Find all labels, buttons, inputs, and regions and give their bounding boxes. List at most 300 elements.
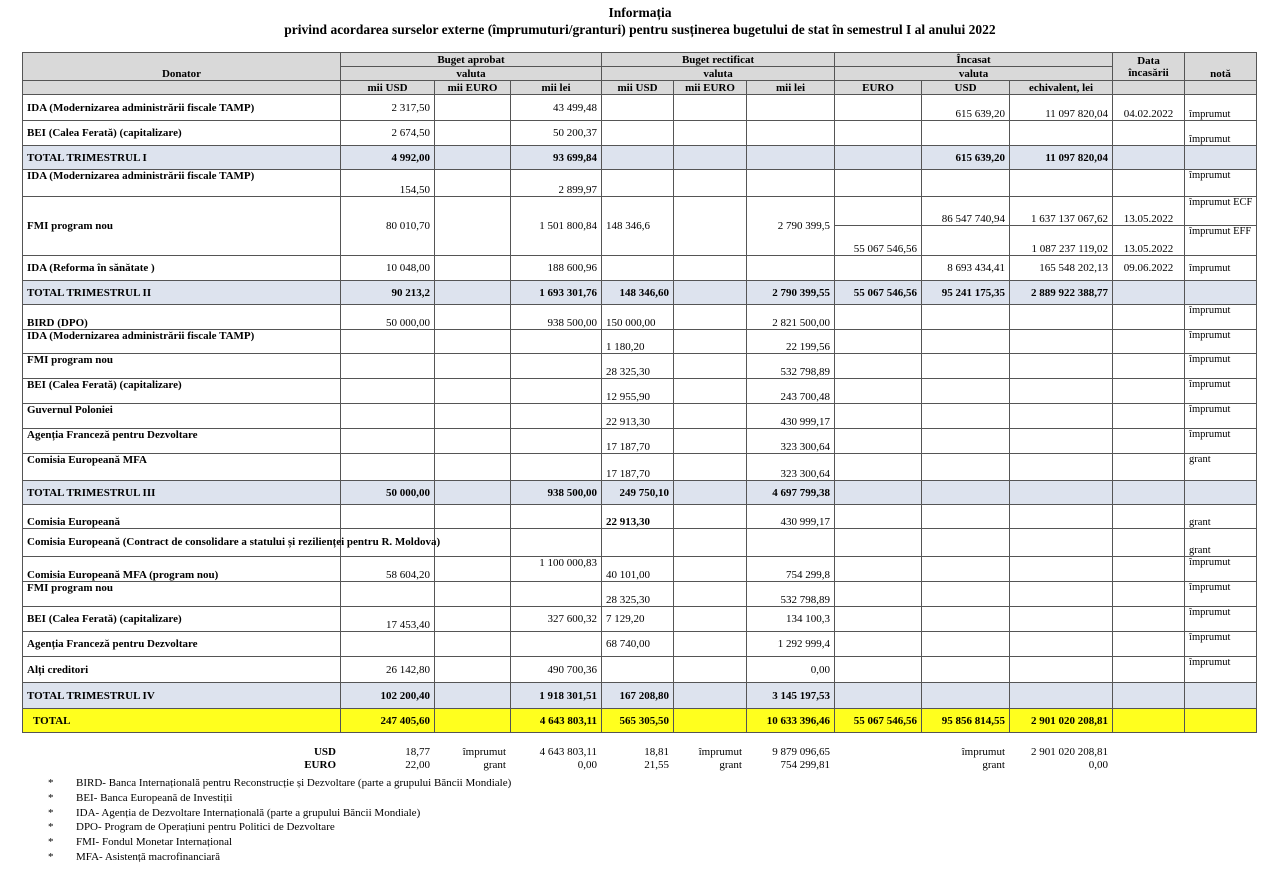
br-lei	[747, 95, 835, 121]
ba-usd: 50 000,00	[341, 481, 435, 505]
donor-name: FMI program nou	[23, 582, 341, 607]
summary-euro-val-inc: 0,00	[1088, 759, 1108, 771]
ba-lei: 50 200,37	[511, 121, 602, 146]
donor-name: TOTAL	[23, 709, 341, 733]
header-mii-lei: mii lei	[511, 81, 602, 95]
inc-lei	[1010, 305, 1113, 330]
ba-lei	[511, 582, 602, 607]
summary-usd-rate-ba: 18,77	[405, 746, 430, 758]
br-lei: 243 700,48	[747, 379, 835, 404]
ba-usd: 154,50	[341, 170, 435, 197]
ba-lei: 938 500,00	[511, 305, 602, 330]
grand-total-row	[23, 709, 1257, 733]
inc-euro: 55 067 546,56	[835, 226, 922, 256]
donor-name: BEI (Calea Ferată) (capitalizare)	[23, 121, 341, 146]
br-euro	[674, 256, 747, 281]
ba-lei	[511, 379, 602, 404]
footnote	[48, 820, 511, 835]
br-euro	[674, 95, 747, 121]
ba-lei: 1 918 301,51	[511, 683, 602, 709]
nota: împrumut	[1185, 404, 1257, 429]
inc-euro	[835, 404, 922, 429]
ba-euro	[435, 281, 511, 305]
ba-usd: 50 000,00	[341, 305, 435, 330]
summary-usd-val-ba: 4 643 803,11	[539, 746, 597, 758]
nota	[1185, 146, 1257, 170]
inc-usd	[922, 226, 1010, 256]
ba-lei	[511, 429, 602, 454]
br-usd: 28 325,30	[602, 582, 674, 607]
br-euro	[674, 529, 747, 557]
inc-usd	[922, 607, 1010, 632]
br-euro	[674, 146, 747, 170]
inc-lei	[1010, 170, 1113, 197]
data-incasarii: 04.02.2022	[1113, 95, 1185, 121]
nota: împrumut	[1185, 632, 1257, 657]
total-row-q4	[23, 683, 1257, 709]
inc-usd	[922, 404, 1010, 429]
br-lei: 2 790 399,5	[747, 197, 835, 256]
nota: împrumut	[1185, 607, 1257, 632]
data-incasarii	[1113, 454, 1185, 481]
ba-lei: 4 643 803,11	[511, 709, 602, 733]
br-euro	[674, 505, 747, 529]
inc-lei	[1010, 429, 1113, 454]
inc-usd	[922, 632, 1010, 657]
ba-usd: 58 604,20	[341, 557, 435, 582]
inc-euro	[835, 529, 922, 557]
data-incasarii	[1113, 709, 1185, 733]
br-usd: 12 955,90	[602, 379, 674, 404]
header-nota: notă	[1185, 53, 1257, 81]
ba-usd: 2 317,50	[341, 95, 435, 121]
nota	[1185, 709, 1257, 733]
summary-usd-label: USD	[313, 746, 336, 758]
data-incasarii	[1113, 481, 1185, 505]
data-incasarii	[1113, 529, 1185, 557]
summary-usd-type-br: împrumut	[698, 746, 742, 758]
header-buget-rectificat: Buget rectificat	[602, 53, 835, 67]
ba-lei	[511, 330, 602, 354]
footnote-text: BIRD- Banca Internațională pentru Reconstrucție și Dezvoltare (parte a grupului Băncii Mondiale)	[76, 777, 512, 789]
data-incasarii	[1113, 281, 1185, 305]
inc-euro: 55 067 546,56	[835, 709, 922, 733]
inc-lei	[1010, 582, 1113, 607]
donor-name: BIRD (DPO)	[23, 305, 341, 330]
inc-euro	[835, 657, 922, 683]
ba-usd	[341, 429, 435, 454]
header-mii-usd: mii USD	[341, 81, 435, 95]
header-echivalent-lei: echivalent, lei	[1010, 81, 1113, 95]
ba-euro	[435, 429, 511, 454]
ba-usd	[341, 354, 435, 379]
donor-name: Comisia Europeană MFA	[23, 454, 341, 481]
summary-blank	[1184, 746, 1256, 759]
ba-euro	[435, 95, 511, 121]
nota	[1185, 481, 1257, 505]
summary-blank	[1112, 759, 1184, 772]
summary-euro-val-ba: 0,00	[577, 759, 597, 771]
ba-euro	[435, 330, 511, 354]
footnote	[48, 791, 511, 806]
summary-usd-rate-br: 18,81	[644, 746, 669, 758]
br-lei: 323 300,64	[747, 429, 835, 454]
br-lei	[747, 121, 835, 146]
inc-usd: 95 241 175,35	[922, 281, 1010, 305]
nota: împrumut	[1185, 95, 1257, 121]
inc-usd	[922, 657, 1010, 683]
inc-lei: 2 889 922 388,77	[1010, 281, 1113, 305]
inc-euro	[835, 481, 922, 505]
inc-lei	[1010, 330, 1113, 354]
br-euro	[674, 379, 747, 404]
br-euro	[674, 481, 747, 505]
br-lei	[747, 170, 835, 197]
inc-usd: 86 547 740,94	[922, 197, 1010, 226]
ba-lei: 1 501 800,84	[511, 197, 602, 256]
br-usd: 1 180,20	[602, 330, 674, 354]
table-row	[23, 505, 1257, 529]
ba-euro	[435, 582, 511, 607]
footnotes	[48, 776, 511, 865]
donor-name: TOTAL TRIMESTRUL III	[23, 481, 341, 505]
donor-name: Agenția Franceză pentru Dezvoltare	[23, 632, 341, 657]
br-usd: 68 740,00	[602, 632, 674, 657]
br-euro	[674, 121, 747, 146]
donor-name: TOTAL TRIMESTRUL II	[23, 281, 341, 305]
ba-euro	[435, 454, 511, 481]
inc-lei	[1010, 354, 1113, 379]
title-line-1: Informația	[608, 5, 672, 20]
data-incasarii	[1113, 557, 1185, 582]
footnote	[48, 835, 511, 850]
br-usd	[602, 529, 674, 557]
ba-lei: 1 100 000,83	[511, 557, 602, 582]
donor-name: Comisia Europeană (Contract de consolidare a statului și rezilienței pentru R. Moldova)	[23, 529, 341, 557]
inc-usd	[922, 481, 1010, 505]
inc-lei	[1010, 607, 1113, 632]
header-donator: Donator	[23, 53, 341, 81]
data-incasarii	[1113, 354, 1185, 379]
br-euro	[674, 657, 747, 683]
header-mii-lei: mii lei	[747, 81, 835, 95]
ba-euro	[435, 529, 511, 557]
donor-name: FMI program nou	[23, 354, 341, 379]
br-lei: 532 798,89	[747, 354, 835, 379]
summary-usd-type-inc: împrumut	[961, 746, 1005, 758]
summary-table	[22, 746, 1256, 772]
footnote	[48, 806, 511, 821]
br-usd: 40 101,00	[602, 557, 674, 582]
table-row	[23, 95, 1257, 121]
data-incasarii: 09.06.2022	[1113, 256, 1185, 281]
table-row	[23, 529, 1257, 557]
inc-usd	[922, 582, 1010, 607]
data-incasarii	[1113, 582, 1185, 607]
total-row-q2	[23, 281, 1257, 305]
summary-blank	[1184, 759, 1256, 772]
inc-lei: 2 901 020 208,81	[1010, 709, 1113, 733]
inc-euro: 55 067 546,56	[835, 281, 922, 305]
br-euro	[674, 404, 747, 429]
br-lei: 430 999,17	[747, 404, 835, 429]
br-usd: 22 913,30	[602, 505, 674, 529]
summary-usd-val-inc: 2 901 020 208,81	[1031, 746, 1108, 758]
ba-usd	[341, 632, 435, 657]
br-usd	[602, 146, 674, 170]
ba-lei	[511, 354, 602, 379]
ba-euro	[435, 256, 511, 281]
ba-euro	[435, 709, 511, 733]
ba-euro	[435, 404, 511, 429]
ba-usd: 4 992,00	[341, 146, 435, 170]
summary-euro-val-br: 754 299,81	[780, 759, 830, 771]
table-row	[23, 557, 1257, 582]
ba-usd: 2 674,50	[341, 121, 435, 146]
title-line-2: privind acordarea surselor externe (împrumuturi/granturi) pentru susținerea bugetului de stat în semestrul I al anului 2022	[284, 22, 996, 37]
br-usd	[602, 256, 674, 281]
inc-euro	[835, 95, 922, 121]
data-incasarii	[1113, 429, 1185, 454]
ba-euro	[435, 557, 511, 582]
inc-euro	[835, 256, 922, 281]
inc-usd	[922, 557, 1010, 582]
ba-euro	[435, 197, 511, 256]
summary-usd-row	[22, 746, 1256, 759]
header-valuta: valuta	[835, 67, 1113, 81]
br-usd	[602, 170, 674, 197]
nota: împrumut	[1185, 256, 1257, 281]
inc-euro	[835, 557, 922, 582]
ba-usd: 102 200,40	[341, 683, 435, 709]
summary-euro-rate-br: 21,55	[644, 759, 669, 771]
nota: împrumut	[1185, 305, 1257, 330]
br-usd	[602, 657, 674, 683]
donor-name: IDA (Modernizarea administrării fiscale TAMP)	[23, 170, 341, 197]
summary-euro-type-br: grant	[719, 759, 742, 771]
footnote-bullet: *	[48, 806, 54, 819]
br-usd	[602, 95, 674, 121]
footnote	[48, 850, 511, 865]
br-lei: 10 633 396,46	[747, 709, 835, 733]
inc-usd	[922, 529, 1010, 557]
ba-euro	[435, 607, 511, 632]
ba-usd	[341, 379, 435, 404]
donor-name: IDA (Modernizarea administrării fiscale TAMP)	[23, 95, 341, 121]
inc-usd: 615 639,20	[922, 95, 1010, 121]
table-row	[23, 632, 1257, 657]
total-row-q3	[23, 481, 1257, 505]
ba-euro	[435, 481, 511, 505]
donor-name: TOTAL TRIMESTRUL I	[23, 146, 341, 170]
header-mii-euro: mii EURO	[435, 81, 511, 95]
br-lei: 0,00	[747, 657, 835, 683]
inc-usd	[922, 683, 1010, 709]
nota: împrumut EFF	[1185, 226, 1257, 256]
inc-lei	[1010, 454, 1113, 481]
ba-lei: 327 600,32	[511, 607, 602, 632]
footnote-bullet: *	[48, 836, 54, 849]
nota: grant	[1185, 529, 1257, 557]
nota: împrumut	[1185, 429, 1257, 454]
br-usd: 167 208,80	[602, 683, 674, 709]
inc-euro	[835, 582, 922, 607]
header-blank	[23, 81, 341, 95]
br-euro	[674, 281, 747, 305]
ba-lei: 1 693 301,76	[511, 281, 602, 305]
inc-usd: 95 856 814,55	[922, 709, 1010, 733]
table-row	[23, 197, 1257, 226]
ba-usd	[341, 404, 435, 429]
ba-euro	[435, 505, 511, 529]
ba-lei	[511, 454, 602, 481]
inc-usd	[922, 429, 1010, 454]
ba-lei	[511, 529, 602, 557]
ba-euro	[435, 632, 511, 657]
inc-lei	[1010, 529, 1113, 557]
br-lei: 2 821 500,00	[747, 305, 835, 330]
br-usd: 148 346,60	[602, 281, 674, 305]
ba-euro	[435, 146, 511, 170]
data-incasarii	[1113, 170, 1185, 197]
table-row	[23, 305, 1257, 330]
footnote	[48, 776, 511, 791]
footnote-text: FMI- Fondul Monetar Internațional	[76, 836, 233, 849]
inc-lei: 1 087 237 119,02	[1010, 226, 1113, 256]
table-row	[23, 429, 1257, 454]
inc-usd	[922, 505, 1010, 529]
summary-euro-row	[22, 759, 1256, 772]
inc-lei: 1 637 137 067,62	[1010, 197, 1113, 226]
table-row	[23, 454, 1257, 481]
inc-usd: 615 639,20	[922, 146, 1010, 170]
footnote-text: IDA- Agenția de Dezvoltare Internațională (parte a grupului Băncii Mondiale)	[76, 806, 421, 819]
br-usd: 148 346,6	[602, 197, 674, 256]
inc-lei	[1010, 481, 1113, 505]
br-euro	[674, 683, 747, 709]
summary-usd-val-br: 9 879 096,65	[772, 746, 830, 758]
table-row	[23, 657, 1257, 683]
br-euro	[674, 632, 747, 657]
nota	[1185, 281, 1257, 305]
data-incasarii	[1113, 683, 1185, 709]
data-incasarii	[1113, 330, 1185, 354]
inc-usd	[922, 170, 1010, 197]
data-incasarii	[1113, 404, 1185, 429]
header-blank	[1185, 81, 1257, 95]
br-usd: 565 305,50	[602, 709, 674, 733]
header-usd: USD	[922, 81, 1010, 95]
donor-name: BEI (Calea Ferată) (capitalizare)	[23, 379, 341, 404]
table-row	[23, 354, 1257, 379]
inc-usd	[922, 379, 1010, 404]
summary-euro-type-inc: grant	[982, 759, 1005, 771]
header-data-incasarii: Data încasării	[1113, 53, 1185, 81]
br-usd: 249 750,10	[602, 481, 674, 505]
ba-lei: 2 899,97	[511, 170, 602, 197]
inc-euro	[835, 683, 922, 709]
table-row	[23, 121, 1257, 146]
inc-lei	[1010, 657, 1113, 683]
ba-lei: 188 600,96	[511, 256, 602, 281]
nota: împrumut	[1185, 557, 1257, 582]
header-valuta: valuta	[341, 67, 602, 81]
br-lei: 323 300,64	[747, 454, 835, 481]
inc-euro	[835, 379, 922, 404]
header-blank	[1113, 81, 1185, 95]
data-incasarii	[1113, 305, 1185, 330]
inc-lei	[1010, 379, 1113, 404]
table-row	[23, 582, 1257, 607]
br-euro	[674, 709, 747, 733]
donor-name: FMI program nou	[23, 197, 341, 256]
donor-name: Agenția Franceză pentru Dezvoltare	[23, 429, 341, 454]
donor-name: Comisia Europeană MFA (program nou)	[23, 557, 341, 582]
br-euro	[674, 330, 747, 354]
inc-euro	[835, 330, 922, 354]
summary-euro-label: EURO	[304, 759, 336, 771]
inc-usd	[922, 121, 1010, 146]
total-row-q1	[23, 146, 1257, 170]
inc-lei: 11 097 820,04	[1010, 146, 1113, 170]
header-euro: EURO	[835, 81, 922, 95]
inc-euro	[835, 305, 922, 330]
donor-name: BEI (Calea Ferată) (capitalizare)	[23, 607, 341, 632]
ba-usd: 247 405,60	[341, 709, 435, 733]
data-incasarii	[1113, 632, 1185, 657]
br-euro	[674, 305, 747, 330]
data-incasarii	[1113, 505, 1185, 529]
br-lei: 134 100,3	[747, 607, 835, 632]
ba-lei: 490 700,36	[511, 657, 602, 683]
inc-euro	[835, 121, 922, 146]
table-row	[23, 330, 1257, 354]
footnote-bullet: *	[48, 791, 54, 804]
br-lei	[747, 529, 835, 557]
header-mii-euro: mii EURO	[674, 81, 747, 95]
nota: grant	[1185, 505, 1257, 529]
ba-euro	[435, 354, 511, 379]
br-lei: 430 999,17	[747, 505, 835, 529]
ba-usd: 80 010,70	[341, 197, 435, 256]
donor-name: Comisia Europeană	[23, 505, 341, 529]
br-usd: 17 187,70	[602, 429, 674, 454]
footnote-text: MFA- Asistență macrofinanciară	[76, 850, 220, 863]
data-incasarii: 13.05.2022	[1113, 197, 1185, 226]
br-usd: 28 325,30	[602, 354, 674, 379]
br-usd: 150 000,00	[602, 305, 674, 330]
inc-usd	[922, 305, 1010, 330]
footnote-text: BEI- Banca Europeană de Investiții	[76, 791, 233, 804]
ba-euro	[435, 379, 511, 404]
data-incasarii	[1113, 607, 1185, 632]
header-mii-usd: mii USD	[602, 81, 674, 95]
br-euro	[674, 607, 747, 632]
table-row	[23, 170, 1257, 197]
header-buget-aprobat: Buget aprobat	[341, 53, 602, 67]
footnote-bullet: *	[48, 821, 54, 834]
inc-usd	[922, 330, 1010, 354]
inc-usd	[922, 454, 1010, 481]
br-lei: 1 292 999,4	[747, 632, 835, 657]
donor-name: TOTAL TRIMESTRUL IV	[23, 683, 341, 709]
budget-table	[22, 52, 1257, 733]
nota: împrumut	[1185, 582, 1257, 607]
data-incasarii	[1113, 379, 1185, 404]
inc-lei	[1010, 683, 1113, 709]
inc-lei	[1010, 557, 1113, 582]
document-title	[0, 0, 1280, 38]
